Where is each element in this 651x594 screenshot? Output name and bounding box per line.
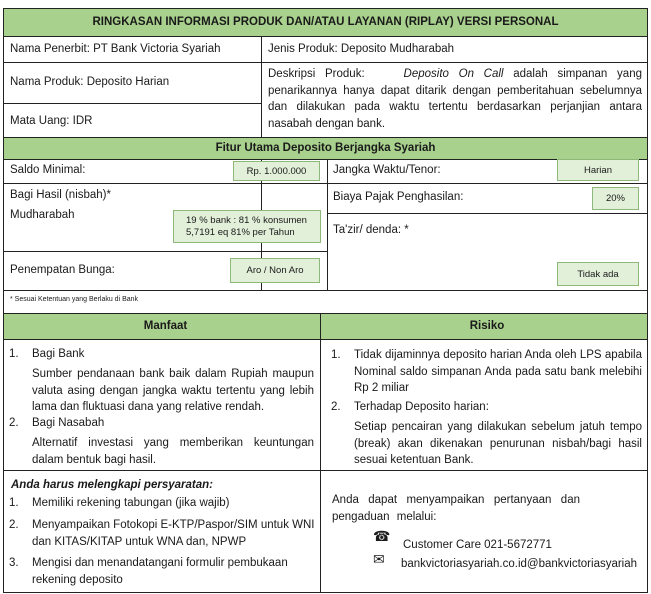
divider bbox=[327, 213, 648, 214]
profit-sharing-label: Bagi Hasil (nisbah)* bbox=[10, 189, 111, 201]
req-text-2: Menyampaikan Fotokopi E-KTP/Paspor/SIM untuk WNI dan KITAS/KITAP untuk WNA dan, NPWP bbox=[32, 519, 315, 548]
issuer-name: Nama Penerbit: PT Bank Victoria Syariah bbox=[10, 43, 221, 55]
frame-left bbox=[3, 8, 4, 593]
nisbah-line1: 19 % bank : 81 % konsumen bbox=[186, 214, 307, 226]
tax-value: 20% bbox=[592, 187, 639, 210]
req-num-2: 2. bbox=[9, 519, 19, 531]
description-italic: Deposito On Call bbox=[403, 68, 504, 80]
contact-intro: Anda dapat menyampaikan pertanyaan dan pengaduan melalui: bbox=[332, 494, 580, 523]
telephone-icon: ☎ bbox=[373, 528, 391, 544]
product-description bbox=[268, 66, 642, 132]
manfaat-desc-1: Sumber pendanaan bank baik dalam Rupiah maupun valuta asing dengan jangka waktu tertentu yang lebih lama dan fluktuasi dana yang relative rendah. bbox=[32, 368, 314, 413]
divider bbox=[3, 470, 648, 471]
fitur-header: Fitur Utama Deposito Berjangka Syariah bbox=[215, 142, 436, 154]
divider bbox=[3, 290, 648, 291]
customer-care: Customer Care 021-5672771 bbox=[403, 539, 552, 551]
manfaat-desc-2: Alternatif investasi yang memberikan keuntungan dalam bentuk bagi hasil. bbox=[32, 437, 314, 466]
req-text-3: Mengisi dan menandatangani formulir pembukaan rekening deposito bbox=[32, 557, 288, 586]
risiko-desc-2: Setiap pencairan yang dilakukan sebelum jatuh tempo (break) akan dikenakan penurunan nisbah/bagi hasil sesuai ketentuan Bank. bbox=[354, 421, 642, 466]
divider bbox=[3, 339, 648, 340]
divider bbox=[261, 36, 262, 137]
penalty-label: Ta'zir/ denda: * bbox=[333, 224, 409, 236]
website-contact[interactable]: bankvictoriasyariah.co.id@bankvictoriasyariah bbox=[401, 558, 638, 570]
divider bbox=[3, 183, 648, 184]
tenor-label: Jangka Waktu/Tenor: bbox=[333, 164, 441, 176]
penalty-value: Tidak ada bbox=[557, 262, 639, 286]
description-text: adalah simpanan yang penarikannya hanya dapat ditarik dengan pemberitahuan sebelumnya dan dilakukan pada waktu tertentu berdasarkan perjanjian antara nasabah dengan bank. bbox=[268, 68, 642, 130]
divider bbox=[3, 62, 648, 63]
req-num-1: 1. bbox=[9, 497, 19, 509]
min-balance-value: Rp. 1.000.000 bbox=[233, 161, 320, 181]
risiko-num-2: 2. bbox=[331, 401, 341, 413]
placement-label: Penempatan Bunga: bbox=[10, 264, 115, 276]
risiko-title-2: Terhadap Deposito harian: bbox=[354, 401, 489, 413]
page-title: RINGKASAN INFORMASI PRODUK DAN/ATAU LAYANAN (RIPLAY) VERSI PERSONAL bbox=[92, 16, 559, 28]
tax-label: Biaya Pajak Penghasilan: bbox=[333, 191, 464, 203]
req-num-3: 3. bbox=[9, 557, 19, 569]
tenor-value: Harian bbox=[557, 159, 639, 181]
risiko-num-1: 1. bbox=[331, 349, 341, 361]
footnote: * Sesuai Ketentuan yang Berlaku di Bank bbox=[10, 296, 139, 303]
divider bbox=[327, 159, 328, 290]
manfaat-num-2: 2. bbox=[9, 417, 19, 429]
manfaat-num-1: 1. bbox=[9, 348, 19, 360]
nisbah-line2: 5,7191 eq 81% per Tahun bbox=[186, 226, 295, 238]
divider bbox=[3, 36, 648, 37]
frame-right bbox=[647, 8, 648, 593]
frame-bottom bbox=[3, 592, 648, 593]
risiko-header: Risiko bbox=[469, 320, 505, 332]
requirements-header: Anda harus melengkapi persyaratan: bbox=[11, 479, 213, 491]
manfaat-title-2: Bagi Nasabah bbox=[32, 417, 105, 429]
currency: Mata Uang: IDR bbox=[10, 115, 93, 127]
req-text-1: Memiliki rekening tabungan (jika wajib) bbox=[32, 497, 230, 509]
divider bbox=[3, 159, 648, 160]
nisbah-value bbox=[173, 210, 321, 243]
manfaat-header: Manfaat bbox=[143, 320, 188, 332]
product-type: Jenis Produk: Deposito Mudharabah bbox=[268, 43, 455, 55]
divider bbox=[3, 251, 327, 252]
placement-value: Aro / Non Aro bbox=[230, 258, 320, 283]
risiko-title-1: Tidak dijaminnya deposito harian Anda oleh LPS apabila Nominal saldo simpanan Anda pada satu bank melebihi Rp 2 miliar bbox=[354, 349, 642, 394]
description-label: Deskripsi Produk: bbox=[268, 68, 365, 80]
mudharabah-label: Mudharabah bbox=[10, 209, 75, 221]
min-balance-label: Saldo Minimal: bbox=[10, 164, 86, 176]
column-divider bbox=[320, 314, 321, 593]
envelope-icon: ✉ bbox=[373, 551, 385, 567]
product-name: Nama Produk: Deposito Harian bbox=[10, 76, 170, 88]
divider bbox=[3, 103, 262, 104]
manfaat-title-1: Bagi Bank bbox=[32, 348, 85, 360]
